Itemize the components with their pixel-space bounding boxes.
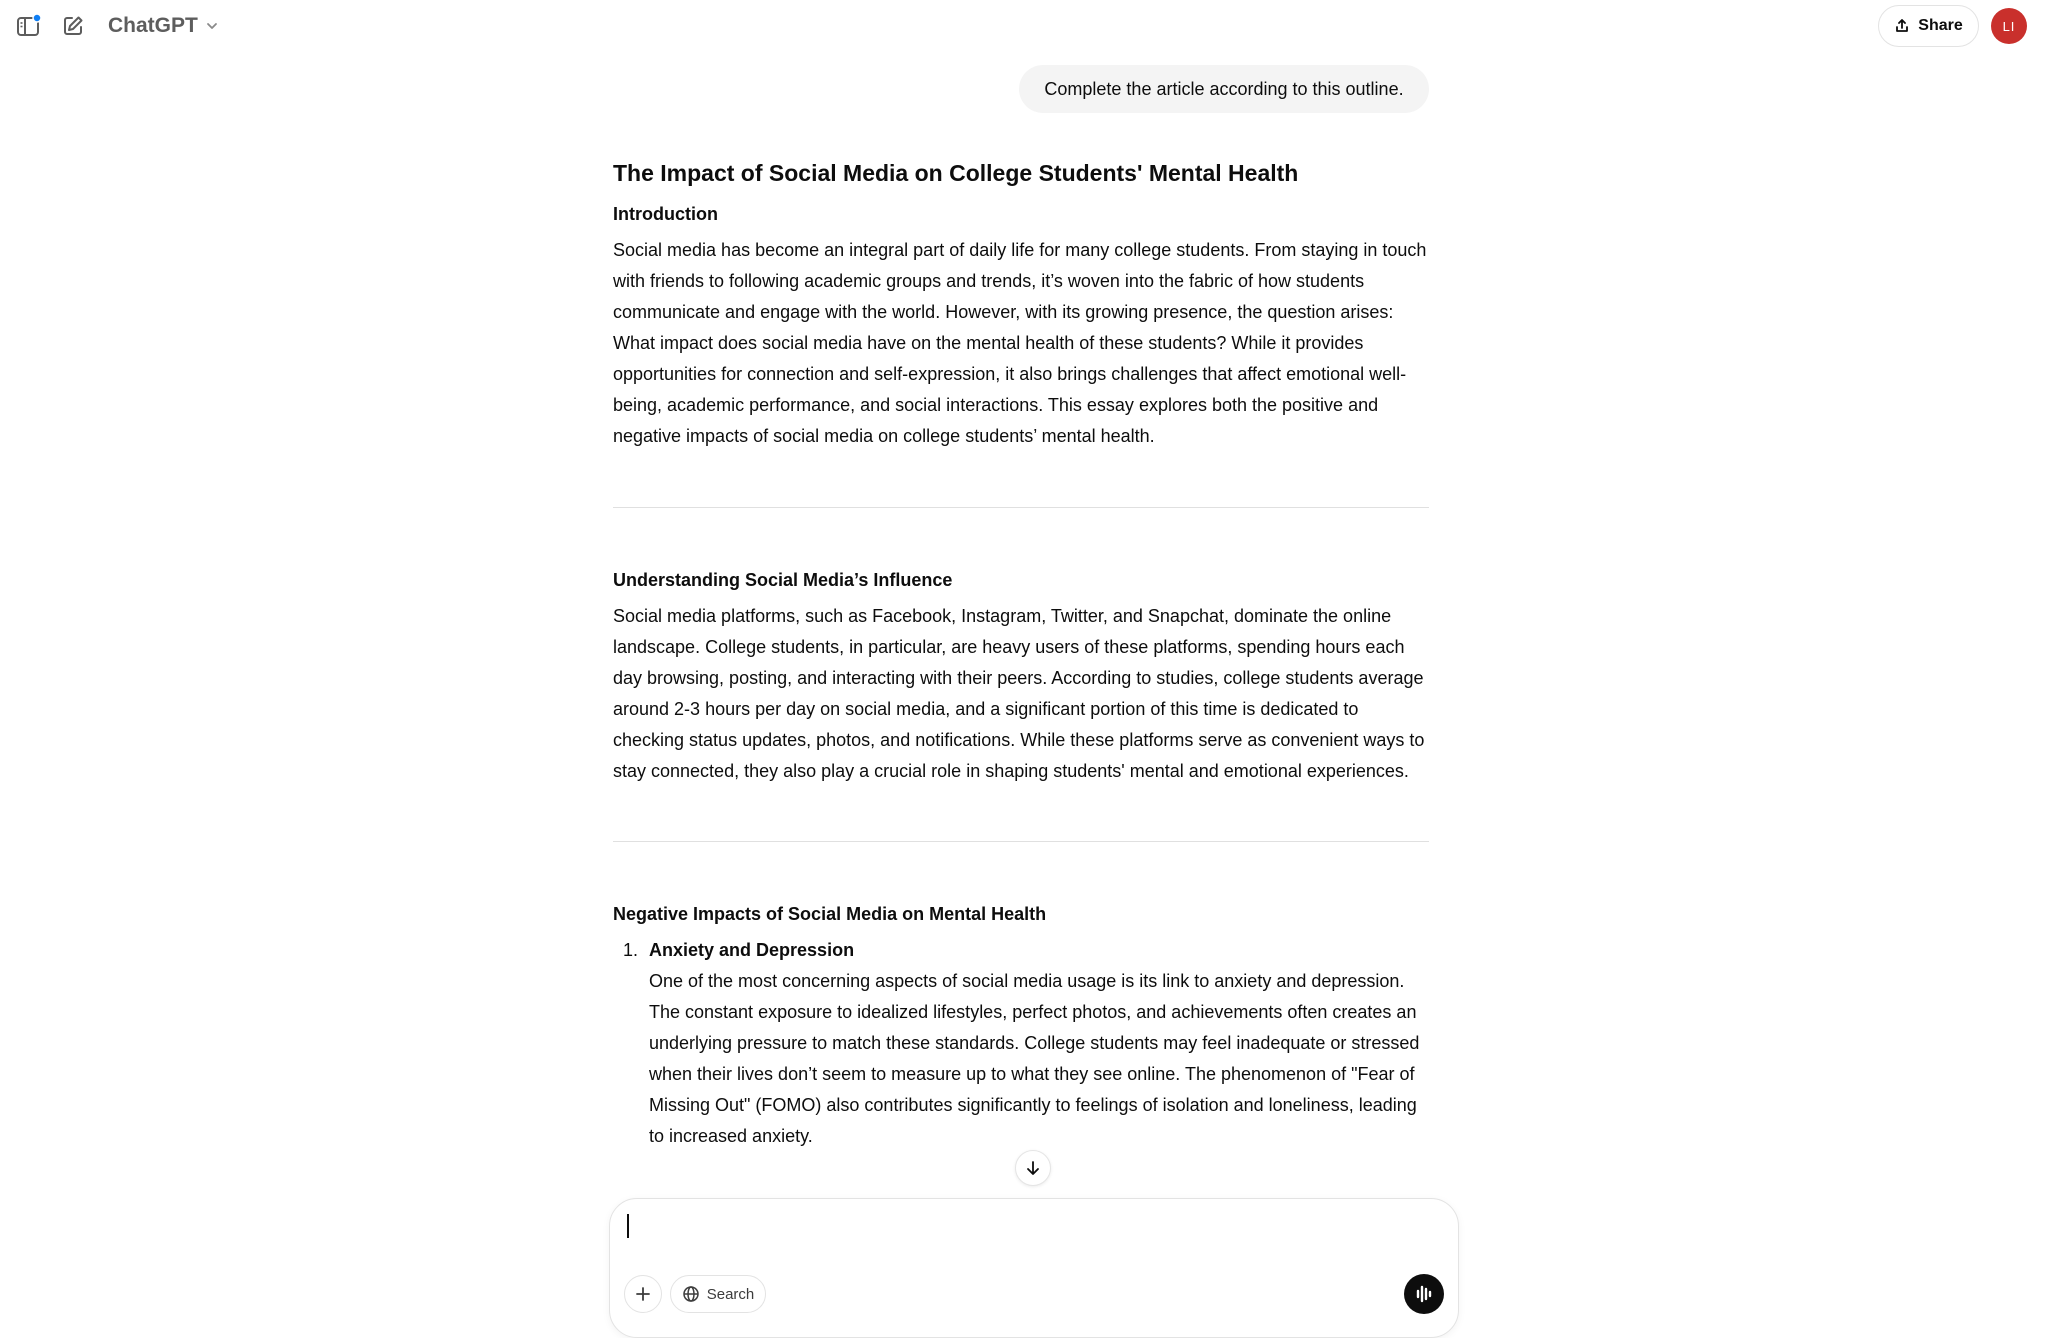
section1-paragraph: Social media platforms, such as Facebook, Instagram, Twitter, and Snapchat, dominate the online landscape. College students, in particular, are heavy users of these platforms, spending hours each day browsing, posting, and interacting with their peers. According to studies, college students average around 2-3 hours per day on social media, and a significant portion of this time is dedicated to checking status updates, photos, and notifications. While these platforms serve as convenient ways to stay connected, they also play a crucial role in shaping students' mental and emotional experiences. bbox=[613, 606, 1425, 781]
scroll-to-bottom-button[interactable] bbox=[1015, 1150, 1051, 1186]
assistant-response bbox=[613, 157, 1429, 1152]
search-button[interactable] bbox=[670, 1275, 766, 1313]
prompt-input[interactable] bbox=[626, 1209, 1416, 1251]
avatar-initials: LI bbox=[2002, 18, 2016, 34]
spacer bbox=[613, 842, 1429, 900]
section1-heading: Understanding Social Media’s Influence bbox=[613, 570, 953, 590]
user-message-bubble bbox=[1019, 65, 1429, 113]
intro-paragraph: Social media has become an integral part of daily life for many college students. From staying in touch with friends to following academic groups and trends, it’s woven into the fabric of how students communicate and engage with the world. However, with its growing presence, the question arises: What impact does social media have on the mental health of these students? While it provides opportunities for connection and self-expression, it also brings challenges that affect emotional well-being, academic performance, and social interactions. This essay explores both the positive and negative impacts of social media on college students’ mental health. bbox=[613, 240, 1427, 446]
list-item-number: 1. bbox=[623, 940, 639, 960]
section2-heading: Negative Impacts of Social Media on Mental Health bbox=[613, 904, 1047, 924]
share-label: Share bbox=[1918, 17, 1963, 34]
chevron-down-icon bbox=[204, 18, 220, 34]
list-item-body bbox=[649, 935, 1429, 1152]
attach-button[interactable] bbox=[624, 1275, 662, 1313]
conversation-thread[interactable] bbox=[0, 52, 2048, 1192]
notification-dot bbox=[33, 14, 41, 22]
text-caret bbox=[627, 1214, 629, 1238]
voice-mode-button[interactable] bbox=[1404, 1274, 1444, 1314]
article-title: The Impact of Social Media on College Students' Mental Health bbox=[613, 160, 1299, 186]
share-icon bbox=[1894, 18, 1910, 34]
search-label: Search bbox=[706, 1285, 755, 1303]
model-selector[interactable] bbox=[100, 8, 228, 44]
spacer bbox=[613, 508, 1429, 566]
list-item-title: Anxiety and Depression bbox=[649, 940, 855, 960]
intro-heading: Introduction bbox=[613, 204, 718, 224]
spacer bbox=[613, 452, 1429, 507]
plus-icon bbox=[634, 1285, 652, 1303]
list-item bbox=[613, 935, 1429, 1152]
globe-icon bbox=[682, 1285, 700, 1303]
user-message-text: Complete the article according to this outline. bbox=[1044, 78, 1404, 99]
voice-wave-icon bbox=[1413, 1283, 1435, 1305]
avatar[interactable] bbox=[1991, 8, 2027, 44]
edit-icon bbox=[61, 14, 85, 38]
arrow-down-icon bbox=[1024, 1159, 1042, 1177]
sidebar-toggle-button[interactable] bbox=[10, 8, 46, 44]
list-item-text: One of the most concerning aspects of social media usage is its link to anxiety and depression. The constant exposure to idealized lifestyles, perfect photos, and achievements often creates an underlying pressure to match these standards. College students may feel inadequate or stressed when their lives don’t seem to measure up to what they see online. The phenomenon of "Fear of Missing Out" (FOMO) also contributes significantly to feelings of isolation and loneliness, leading to increased anxiety. bbox=[649, 971, 1420, 1146]
new-chat-button[interactable] bbox=[55, 8, 91, 44]
message-composer bbox=[609, 1198, 1459, 1338]
spacer bbox=[613, 787, 1429, 841]
top-bar bbox=[0, 0, 2048, 52]
share-button[interactable] bbox=[1878, 5, 1979, 47]
model-name: ChatGPT bbox=[108, 14, 198, 37]
sidebar-icon bbox=[15, 13, 41, 39]
